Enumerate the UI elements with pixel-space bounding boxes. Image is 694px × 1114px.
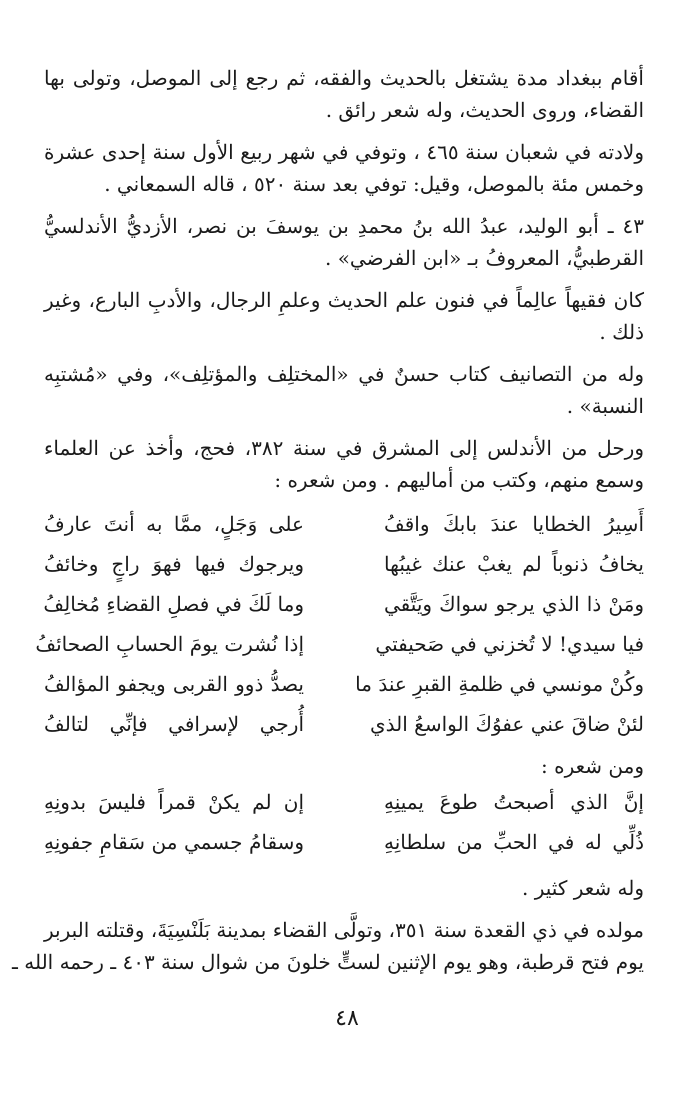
page-number: ٤٨	[335, 1006, 359, 1031]
verse-first-hemistich: لئنْ ضاقَ عني عفوُكَ الواسعُ الذي	[370, 712, 644, 736]
text-line: وخمس مئة بالموصل، وقيل: توفي بعد سنة ٥٢٠ ، قاله السمعاني .	[104, 172, 644, 196]
verse-second-hemistich: وما لَكَ في فصلِ القضاءِ مُخالِفُ	[43, 592, 304, 616]
poem-one	[35, 504, 644, 744]
verse-second-hemistich: يصدُّ ذوو القربى ويجفو المؤالفُ	[44, 672, 304, 696]
text-line: ولادته في شعبان سنة ٤٦٥ ، وتوفي في شهر ربيع الأول سنة إحدى عشرة	[44, 140, 644, 164]
text-line: يوم فتح قرطبة، وهو يوم الإثنين لستٍّ خلونَ من شوال سنة ٤٠٣ ـ رحمه الله ـ	[12, 950, 644, 974]
verse-first-hemistich: وكُنْ مونسي في ظلمةِ القبرِ عندَ ما	[355, 672, 644, 696]
verse-second-hemistich: ويرجوك فيها فهوَ راجٍ وخائفُ	[44, 552, 304, 576]
verse-first-hemistich: يخافُ ذنوباً لم يغبْ عنك غيبُها	[384, 552, 644, 576]
text-line: القرطبيُّ، المعروفُ بـ «ابن الفرضي» .	[324, 246, 644, 270]
verse-first-hemistich: فيا سيدي! لا تُخزني في صَحيفتي	[375, 632, 644, 656]
text-line: ورحل من الأندلس إلى المشرق في سنة ٣٨٢، فحج، وأخذ عن العلماء	[44, 436, 644, 460]
text-line: ٤٣ ـ أبو الوليد، عبدُ الله بنُ محمدِ بن يوسفَ بن نصر، الأزديُّ الأندلسيُّ	[44, 214, 644, 238]
biography-heading-paragraph	[44, 210, 644, 274]
text-line: ذلك .	[599, 320, 644, 344]
poem-two	[44, 782, 644, 862]
verse-first-hemistich: أَسِيرُ الخطايا عندَ بابكَ واقفُ	[384, 512, 644, 536]
text-line: القضاء، وروى الحديث، وله شعر رائق .	[325, 98, 644, 122]
verse-row	[44, 782, 644, 822]
paragraph	[12, 914, 644, 978]
paragraph	[44, 62, 644, 126]
verse-first-hemistich: إنَّ الذي أصبحتُ طوعَ يمينِهِ	[384, 790, 644, 814]
text-line: وسمع منهم، وكتب من أماليهم . ومن شعره :	[274, 468, 644, 492]
verse-second-hemistich: على وَجَلٍ، ممَّا به أنتَ عارفُ	[44, 512, 304, 536]
verse-second-hemistich: إذا نُشرت يومَ الحسابِ الصحائفُ	[35, 632, 304, 656]
paragraph	[44, 432, 644, 496]
text-line: النسبة» .	[566, 394, 644, 418]
verse-row	[44, 664, 644, 704]
text-line: وله من التصانيف كتاب حسنٌ في «المختلِف والمؤتلِف»، وفي «مُشتبِه	[44, 362, 644, 386]
verse-row	[44, 504, 644, 544]
verse-second-hemistich: وسقامُ جسمي من سَقامِ جفونِهِ	[44, 830, 304, 854]
poem-intro: ومن شعره :	[541, 754, 644, 778]
verse-first-hemistich: ذُلِّي له في الحبِّ من سلطانِهِ	[384, 830, 644, 854]
paragraph	[44, 284, 644, 348]
page-body	[12, 62, 644, 978]
paragraph	[44, 136, 644, 200]
text-line: وله شعر كثير .	[522, 876, 644, 900]
verse-row	[35, 624, 644, 664]
verse-second-hemistich: إن لم يكنْ قمراً فليسَ بدونِهِ	[44, 790, 304, 814]
text-line: أقام ببغداد مدة يشتغل بالحديث والفقه، ثم رجع إلى الموصل، وتولى بها	[44, 66, 644, 90]
text-line: مولده في ذي القعدة سنة ٣٥١، وتولَّى القضاء بمدينة بَلَنْسِيَةَ، وقتلته البربر	[44, 918, 644, 942]
verse-first-hemistich: ومَنْ ذا الذي يرجو سواكَ ويَتَّقي	[384, 592, 644, 616]
verse-row	[44, 822, 644, 862]
verse-row	[44, 544, 644, 584]
text-line: كان فقيهاً عالِماً في فنون علم الحديث وعلمِ الرجال، والأدبِ البارع، وغير	[44, 288, 644, 312]
verse-row	[44, 584, 644, 624]
verse-second-hemistich: أُرجي لإسرافي فإنِّي لتالفُ	[44, 712, 304, 736]
verse-row	[44, 704, 644, 744]
paragraph	[44, 358, 644, 422]
